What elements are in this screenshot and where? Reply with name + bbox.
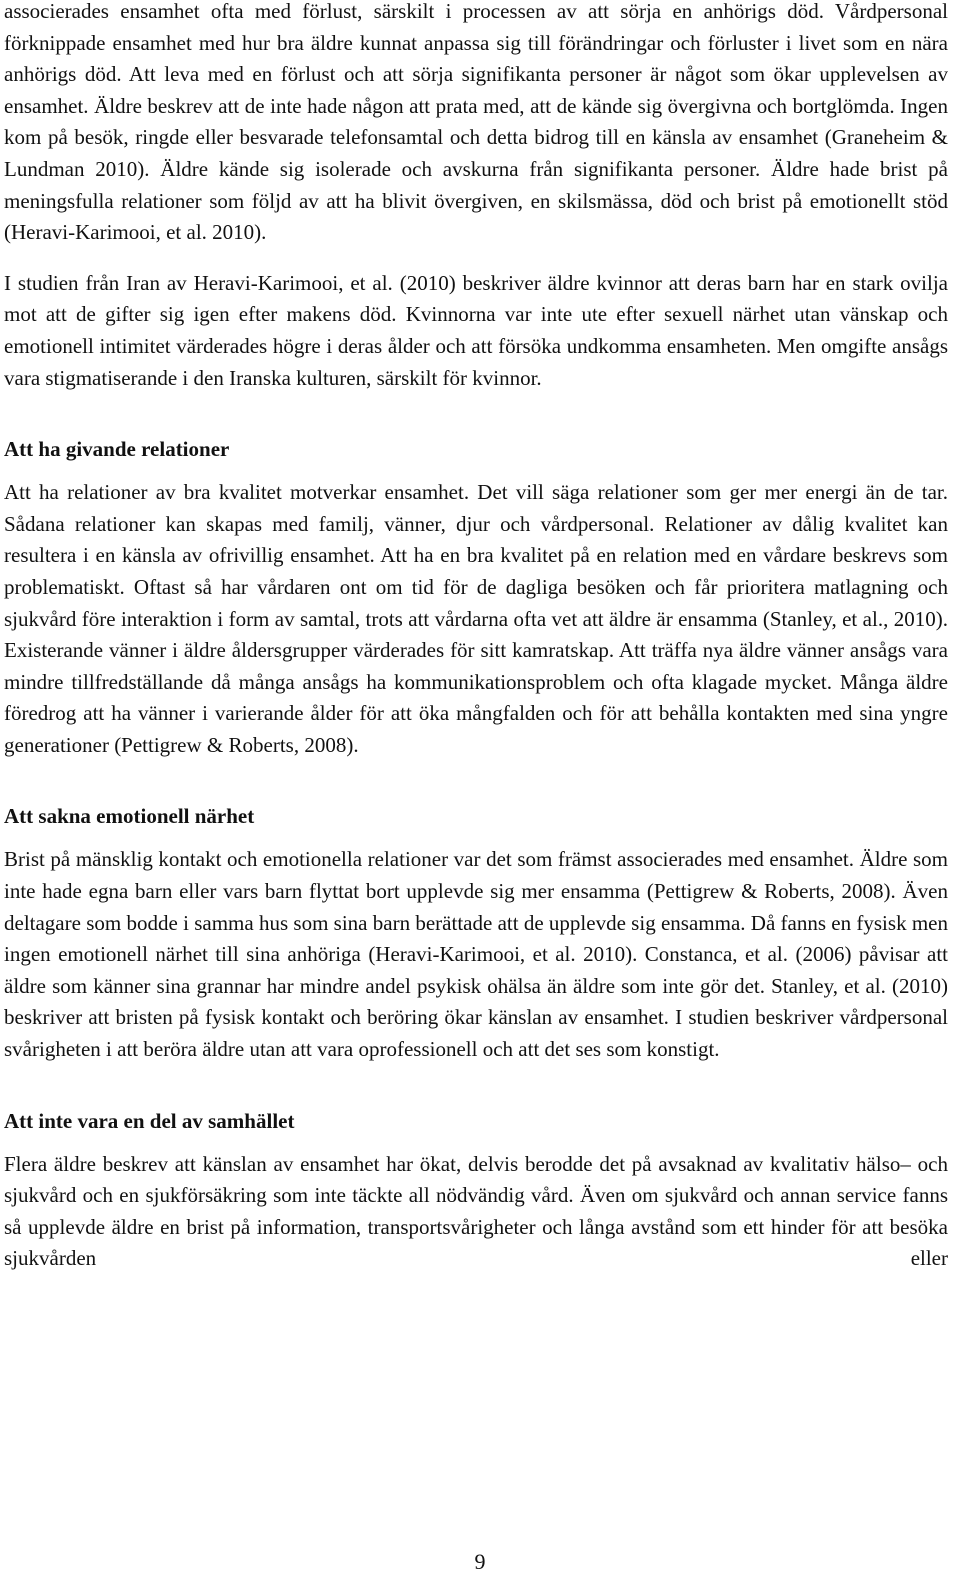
section-body-emotionell-narhet: Brist på mänsklig kontakt och emotionella relationer var det som främst associerades med ensamhet. Äldre som inte hade egna barn eller vars barn flyttat bort upplevde sig mer ensamma (Pettigrew & Roberts, 2008). Även deltagare som bodde i samma hus som sina barn berättade att de upplevde sig ensamma. Då fanns en fysisk men ingen emotionell närhet till sina anhöriga (Heravi-Karimooi, et al. 2010). Constanca, et al. (2006) påvisar att äldre som känner sina grannar har mindre andel psykisk ohälsa än äldre som inte gör det. Stanley, et al. (2010) beskriver att bristen på fysisk kontakt och beröring ökar känslan av ensamhet. I studien beskriver vårdpersonal svårigheten i att beröra äldre utan att vara oprofessionell och att det ses som konstigt. bbox=[4, 847, 948, 1062]
section-heading-emotionell-narhet: Att sakna emotionell närhet bbox=[4, 804, 255, 829]
section-heading-givande-relationer: Att ha givande relationer bbox=[4, 437, 230, 462]
section-heading-del-av-samhallet: Att inte vara en del av samhället bbox=[4, 1108, 295, 1133]
section-body-del-av-samhallet: Flera äldre beskrev att känslan av ensamhet har ökat, delvis berodde det på avsaknad av kvalitativ hälso– och sjukvård och en sjukförsäkring som inte täckte all nödvändig vård. Även om sjukvård och annan service fanns så upplevde äldre en brist på information, transportsvårigheter och långa avstånd som ett hinder för att besöka sjukvården eller bbox=[4, 1151, 948, 1271]
page-number: 9 bbox=[474, 1549, 486, 1574]
body-paragraph-1: associerades ensamhet ofta med förlust, särskilt i processen av att sörja en anhörigs död. Vårdpersonal förknippade ensamhet med hur bra äldre kunnat anpassa sig till förändringar och förluster i livet som en nära anhörigs död. Att leva med en förlust och att sörja signifikanta personer är något som ökar upplevelsen av ensamhet. Äldre beskrev att de inte hade någon att prata med, att de kände sig övergivna och bortglömda. Ingen kom på besök, ringde eller besvarade telefonsamtal och detta bidrog till en känsla av ensamhet (Graneheim & Lundman 2010). Äldre kände sig isolerade och avskurna från signifikanta personer. Äldre hade brist på meningsfulla relationer som följd av att ha blivit övergiven, en skilsmässa, död och brist på emotionellt stöd (Heravi-Karimooi, et al. 2010). bbox=[4, 0, 948, 245]
body-paragraph-2: I studien från Iran av Heravi-Karimooi, et al. (2010) beskriver äldre kvinnor att deras barn har en stark ovilja mot att de gifter sig igen efter makens död. Kvinnorna var inte ute efter sexuell närhet utan vänskap och emotionell intimitet värderades högre i deras ålder och att försöka undkomma ensamheten. Men omgifte ansågs vara stigmatiserande i den Iranska kulturen, särskilt för kvinnor. bbox=[4, 270, 948, 390]
section-body-givande-relationer: Att ha relationer av bra kvalitet motverkar ensamhet. Det vill säga relationer som ger mer energi än de tar. Sådana relationer kan skapas med familj, vänner, djur och vårdpersonal. Relationer av dålig kvalitet kan resultera i en känsla av ofrivillig ensamhet. Att ha en bra kvalitet på en relation med en vårdare beskrevs som problematiskt. Oftast så har vårdaren ont om tid för de dagliga besöken och får prioritera matlagning och sjukvård före interaktion i form av samtal, trots att vårdarna ofta vet att äldre är ensamma (Stanley, et al., 2010). Existerande vänner i äldre åldersgrupper värderades för sitt kamratskap. Att träffa nya äldre vänner ansågs vara mindre tillfredställande då många ansågs ha kommunikationsproblem och ofta klagade mycket. Många äldre föredrog att ha vänner i varierande ålder för att öka mångfalden och för att behålla kontakten med sina yngre generationer (Pettigrew & Roberts, 2008). bbox=[4, 480, 948, 757]
document-page bbox=[4, 0, 948, 1275]
